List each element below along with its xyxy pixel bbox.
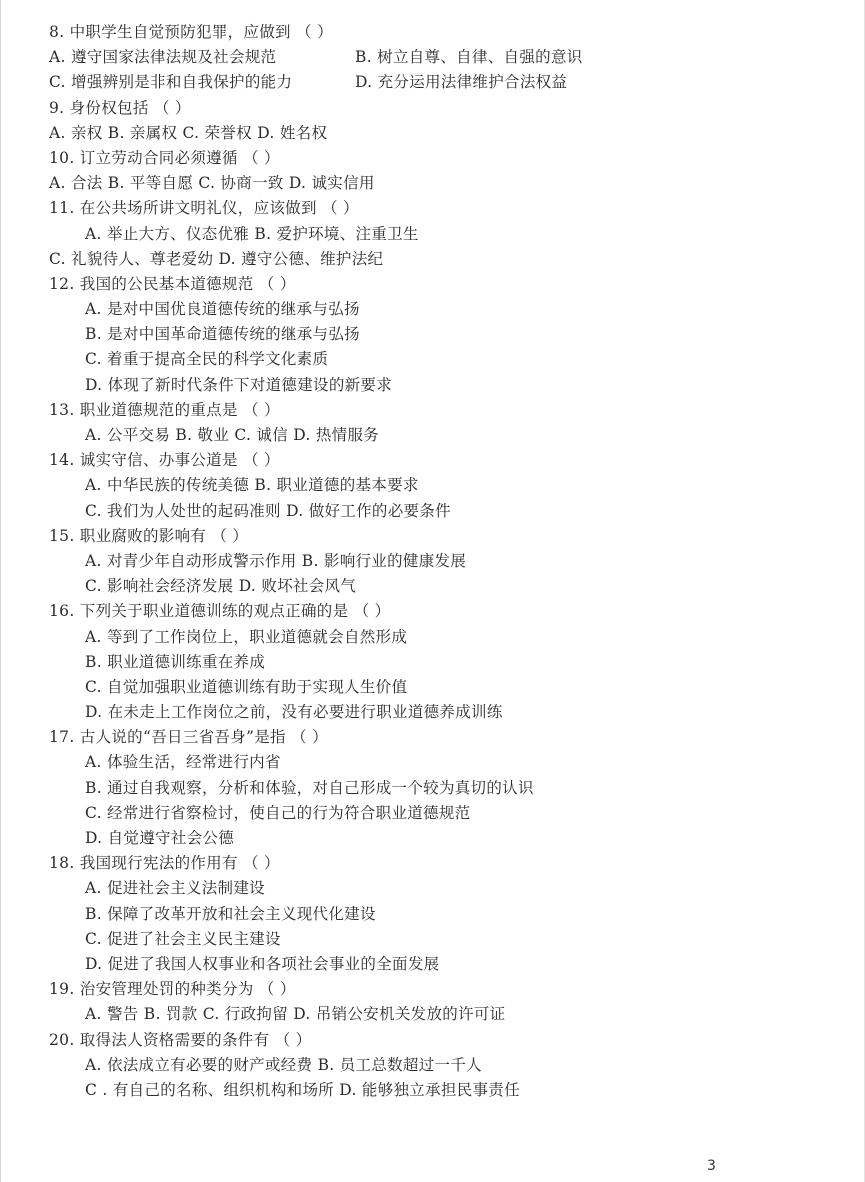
- question-stem: 15. 职业腐败的影响有 （ ）: [49, 526, 249, 545]
- option-b: B. 树立自尊、自律、自强的意识: [355, 48, 583, 67]
- question-stem: 8. 中职学生自觉预防犯罪，应做到 （ ）: [49, 23, 333, 41]
- option-row: A. 促进社会主义法制建设: [85, 879, 265, 898]
- option-a: A. 遵守国家法律法规及社会规范: [49, 48, 277, 67]
- option-row: A. 警告 B. 罚款 C. 行政拘留 D. 吊销公安机关发放的许可证: [85, 1005, 506, 1024]
- option-row: C. 礼貌待人、尊老爱幼 D. 遵守公德、维护法纪: [49, 249, 384, 268]
- option-row: D. 体现了新时代条件下对道德建设的新要求: [85, 375, 393, 394]
- question-stem: 12. 我国的公民基本道德规范 （ ）: [49, 274, 296, 293]
- option-row: C. 影响社会经济发展 D. 败坏社会风气: [85, 577, 357, 596]
- option-d: D. 充分运用法律维护合法权益: [355, 73, 568, 92]
- option-row: C. 我们为人处世的起码准则 D. 做好工作的必要条件: [85, 501, 451, 520]
- option-row: C. 自觉加强职业道德训练有助于实现人生价值: [85, 677, 408, 696]
- question-stem: 11. 在公共场所讲文明礼仪，应该做到 （ ）: [49, 199, 359, 218]
- question-stem: 20. 取得法人资格需要的条件有 （ ）: [49, 1030, 312, 1049]
- page-number: 3: [707, 1158, 716, 1174]
- option-row: D. 促进了我国人权事业和各项社会事业的全面发展: [85, 954, 440, 973]
- option-c: C. 增强辨别是非和自我保护的能力: [49, 73, 293, 92]
- option-row: A. 是对中国优良道德传统的继承与弘扬: [85, 300, 360, 319]
- option-row: A. 亲权 B. 亲属权 C. 荣誉权 D. 姓名权: [49, 123, 328, 142]
- option-row: C. 促进了社会主义民主建设: [85, 929, 281, 948]
- question-stem: 16. 下列关于职业道德训练的观点正确的是 （ ）: [49, 602, 391, 621]
- option-row: C. 经常进行省察检讨，使自己的行为符合职业道德规范: [85, 803, 471, 822]
- question-stem: 10. 订立劳动合同必须遵循 （ ）: [49, 148, 280, 167]
- option-row: A. 对青少年自动形成警示作用 B. 影响行业的健康发展: [85, 551, 467, 570]
- question-stem: 18. 我国现行宪法的作用有 （ ）: [49, 854, 280, 873]
- option-row: C. 着重于提高全民的科学文化素质: [85, 350, 329, 369]
- option-row: A. 依法成立有必要的财产或经费 B. 员工总数超过一千人: [85, 1055, 482, 1074]
- option-row: D. 自觉遵守社会公德: [85, 829, 235, 847]
- option-row: D. 在未走上工作岗位之前，没有必要进行职业道德养成训练: [85, 703, 503, 722]
- option-row: B. 通过自我观察，分析和体验，对自己形成一个较为真切的认识: [85, 778, 534, 797]
- option-row: [49, 70, 849, 95]
- option-row: B. 保障了改革开放和社会主义现代化建设: [85, 904, 376, 923]
- option-row: A. 举止大方、仪态优雅 B. 爱护环境、注重卫生: [85, 224, 419, 243]
- option-row: A. 合法 B. 平等自愿 C. 协商一致 D. 诚实信用: [49, 174, 375, 193]
- question-stem: 9. 身份权包括 （ ）: [49, 98, 191, 117]
- option-row: A. 体验生活，经常进行内省: [85, 753, 281, 772]
- option-row: B. 职业道德训练重在养成: [85, 652, 266, 671]
- option-row: A. 公平交易 B. 敬业 C. 诚信 D. 热情服务: [85, 426, 380, 444]
- option-row: B. 是对中国革命道德传统的继承与弘扬: [85, 325, 360, 344]
- question-stem: 13. 职业道德规范的重点是 （ ）: [49, 400, 280, 419]
- question-stem: 17. 古人说的“吾日三省吾身”是指 （ ）: [49, 728, 328, 747]
- option-row: [49, 45, 849, 70]
- option-row: C . 有自己的名称、组织机构和场所 D. 能够独立承担民事责任: [85, 1080, 520, 1099]
- option-row: A. 等到了工作岗位上，职业道德就会自然形成: [85, 627, 408, 646]
- question-stem: 19. 治安管理处罚的种类分为 （ ）: [49, 980, 296, 999]
- question-stem: 14. 诚实守信、办事公道是 （ ）: [49, 451, 280, 470]
- question-list: [49, 20, 849, 1103]
- option-row: A. 中华民族的传统美德 B. 职业道德的基本要求: [85, 476, 419, 495]
